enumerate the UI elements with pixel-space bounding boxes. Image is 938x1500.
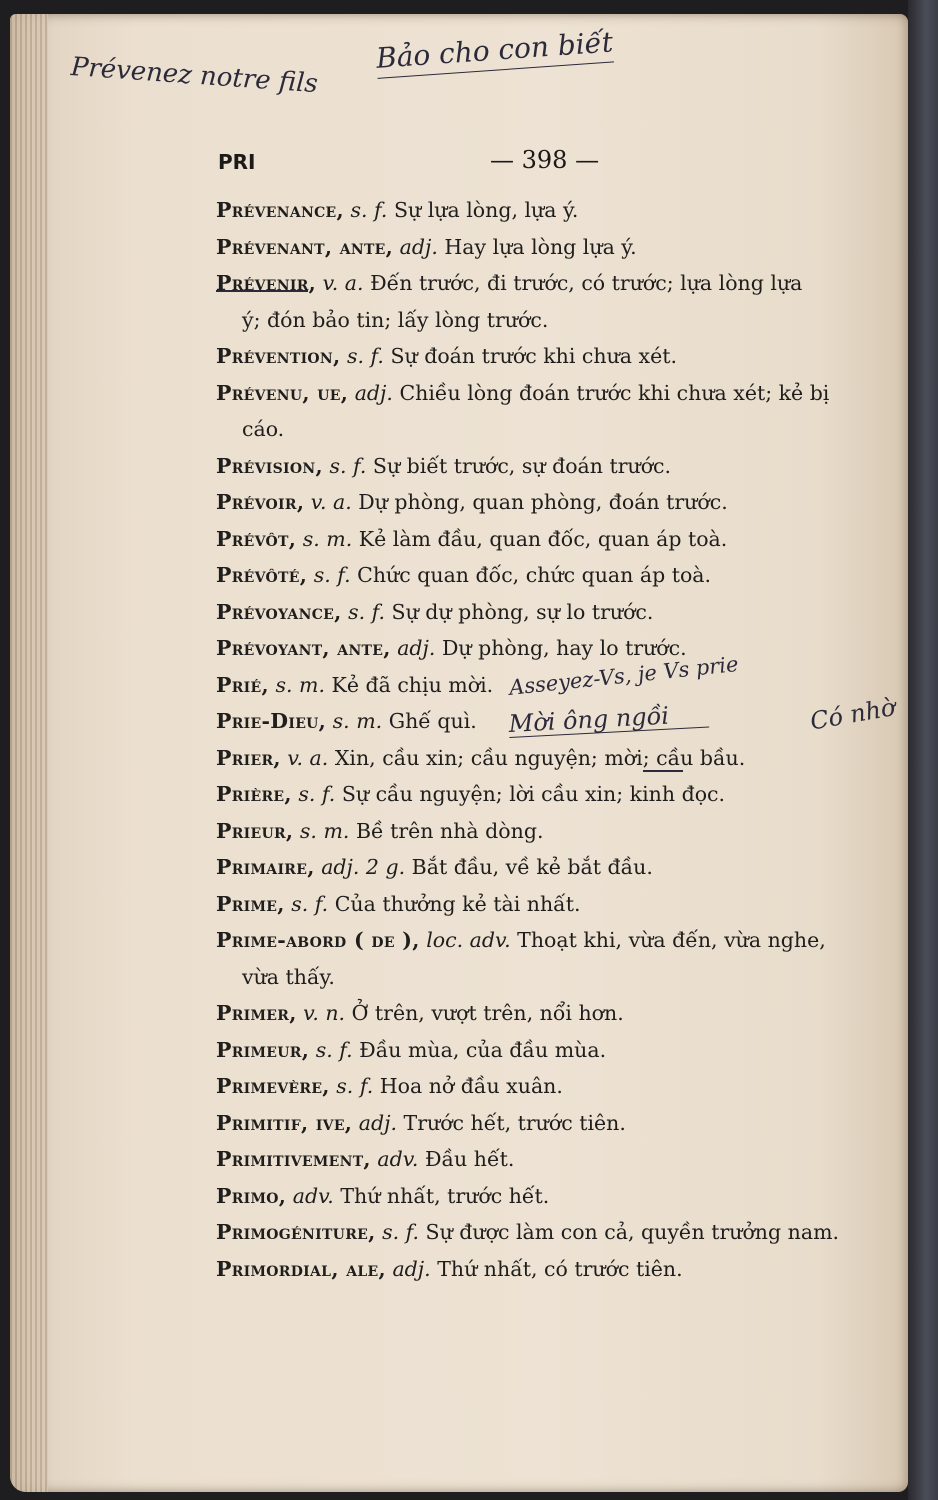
dictionary-entry bbox=[216, 1178, 876, 1215]
entry-headword: Prévision, bbox=[216, 453, 323, 478]
entry-definition: Kẻ đã chịu mời. bbox=[331, 672, 494, 697]
page-stack-edge bbox=[10, 14, 48, 1492]
entry-grammar: adv. bbox=[292, 1183, 334, 1208]
entry-grammar: adj. bbox=[392, 1256, 431, 1281]
entry-headword: Prévoir, bbox=[216, 490, 305, 514]
background-right bbox=[908, 0, 938, 1500]
dictionary-entry bbox=[216, 667, 876, 704]
entry-continuation: ý; đón bảo tin; lấy lòng trước. bbox=[242, 307, 549, 332]
entry-grammar: s. f. bbox=[348, 599, 386, 624]
entry-headword: Primo, bbox=[216, 1183, 287, 1208]
entry-definition: Dự phòng, quan phòng, đoán trước. bbox=[358, 490, 728, 514]
page-number: — 398 — bbox=[490, 146, 600, 174]
entry-grammar: loc. adv. bbox=[426, 928, 511, 952]
entry-grammar: adj. bbox=[399, 234, 438, 259]
entry-grammar: s. f. bbox=[298, 782, 336, 806]
dictionary-entry bbox=[216, 521, 876, 558]
handwritten-note-mid-french: Asseyez-Vs, je Vs prie bbox=[508, 651, 740, 700]
entry-definition: Đầu hết. bbox=[424, 1147, 515, 1171]
entry-definition: Chiều lòng đoán trước khi chưa xét; kẻ bị bbox=[399, 380, 830, 405]
entry-definition: Dự phòng, hay lo trước. bbox=[441, 636, 687, 660]
dictionary-entry bbox=[216, 557, 876, 594]
entry-grammar: s. m. bbox=[299, 818, 350, 843]
entry-headword: Prime, bbox=[216, 891, 285, 916]
entry-definition: Ở trên, vượt trên, nổi hơn. bbox=[351, 1001, 624, 1025]
dictionary-entry bbox=[216, 886, 876, 923]
dictionary-entry bbox=[216, 594, 876, 631]
entry-definition: Thứ nhất, trước hết. bbox=[340, 1183, 550, 1208]
entry-grammar: v. a. bbox=[287, 745, 329, 770]
entry-grammar: adj. 2 g. bbox=[321, 855, 406, 879]
entry-grammar: adv. bbox=[377, 1147, 419, 1171]
entry-continuation: cáo. bbox=[242, 417, 285, 441]
dictionary-entry bbox=[216, 192, 876, 229]
entry-headword: Primeur, bbox=[216, 1037, 310, 1062]
entry-headword: Prévoyant, ante, bbox=[216, 636, 391, 660]
entry-grammar: s. m. bbox=[275, 672, 325, 697]
dictionary-entry bbox=[216, 265, 876, 302]
dictionary-entry bbox=[216, 484, 876, 521]
entry-headword: Primogéniture, bbox=[216, 1220, 376, 1244]
dictionary-entry bbox=[216, 1141, 876, 1178]
dictionary-entry bbox=[216, 995, 876, 1032]
entry-grammar: v. n. bbox=[303, 1001, 346, 1025]
entry-headword: Prévôt, bbox=[216, 526, 297, 551]
entry-definition: Của thưởng kẻ tài nhất. bbox=[334, 891, 581, 916]
entry-grammar: s. f. bbox=[336, 1074, 374, 1098]
dictionary-entry bbox=[216, 922, 876, 959]
entry-grammar: adj. bbox=[358, 1110, 397, 1135]
entry-grammar: s. f. bbox=[382, 1220, 420, 1244]
entry-definition: Đến trước, đi trước, có trước; lựa lòng lựa bbox=[370, 271, 803, 295]
entry-headword: Primevère, bbox=[216, 1074, 330, 1098]
entry-headword: Primitif, ive, bbox=[216, 1110, 353, 1135]
entry-definition: Kẻ làm đầu, quan đốc, quan áp toà. bbox=[358, 526, 728, 551]
handwritten-note-top-french: Prévenez notre fils bbox=[69, 52, 319, 100]
dictionary-entry bbox=[216, 375, 876, 412]
dictionary-entry bbox=[216, 703, 876, 740]
entry-headword: Primordial, ale, bbox=[216, 1256, 386, 1281]
header-key-word: PRI bbox=[218, 150, 256, 174]
entry-definition: Sự dự phòng, sự lo trước. bbox=[391, 599, 654, 624]
entry-headword: Prévenance, bbox=[216, 198, 344, 222]
entry-grammar: s. f. bbox=[313, 563, 351, 587]
entry-headword: Prime-abord ( de ), bbox=[216, 928, 420, 952]
entry-definition: Đầu mùa, của đầu mùa. bbox=[359, 1037, 607, 1062]
dictionary-entry bbox=[216, 776, 876, 813]
entry-grammar: s. m. bbox=[302, 526, 353, 551]
entry-continuation: vừa thấy. bbox=[242, 964, 335, 989]
entry-headword: Primer, bbox=[216, 1001, 297, 1025]
entry-definition: Bắt đầu, về kẻ bắt đầu. bbox=[411, 855, 653, 879]
entry-definition: Hoa nở đầu xuân. bbox=[379, 1074, 563, 1098]
entry-headword: Prévenir, bbox=[216, 271, 317, 295]
dictionary-entry bbox=[216, 1068, 876, 1105]
pen-underline-prevenir bbox=[216, 290, 308, 292]
handwritten-note-top-vietnamese: Bảo cho con biết bbox=[375, 25, 615, 75]
entry-definition: Sự cầu nguyện; lời cầu xin; kinh đọc. bbox=[341, 782, 726, 806]
entry-definition: Sự đoán trước khi chưa xét. bbox=[390, 344, 677, 368]
entry-grammar: s. f. bbox=[315, 1037, 353, 1062]
entry-headword: Prieur, bbox=[216, 818, 294, 843]
dictionary-entry bbox=[216, 740, 876, 777]
dictionary-entry bbox=[216, 813, 876, 850]
entry-definition: Sự lựa lòng, lựa ý. bbox=[393, 198, 579, 222]
dictionary-entry bbox=[216, 229, 876, 266]
dictionary-entry bbox=[216, 1214, 876, 1251]
entry-headword: Prévoyance, bbox=[216, 599, 342, 624]
handwritten-note-side: Có nhờ bbox=[808, 693, 898, 736]
entry-grammar: v. a. bbox=[310, 490, 352, 514]
dictionary-entry bbox=[216, 630, 876, 667]
entry-definition: Sự biết trước, sự đoán trước. bbox=[372, 453, 672, 478]
dictionary-entry bbox=[216, 1105, 876, 1142]
entry-definition: Sự được làm con cả, quyền trưởng nam. bbox=[425, 1220, 840, 1244]
page-header bbox=[0, 146, 938, 176]
entry-headword: Prier, bbox=[216, 745, 281, 770]
entry-grammar: v. a. bbox=[322, 271, 364, 295]
entry-definition: Hay lựa lòng lựa ý. bbox=[444, 234, 637, 259]
entry-headword: Prévôté, bbox=[216, 563, 308, 587]
entry-grammar: s. f. bbox=[329, 453, 367, 478]
dictionary-entry bbox=[216, 1032, 876, 1069]
entry-definition: Chức quan đốc, chức quan áp toà. bbox=[357, 563, 712, 587]
entry-definition: Bề trên nhà dòng. bbox=[355, 818, 544, 843]
entry-headword: Prévenu, ue, bbox=[216, 380, 349, 405]
dictionary-entry bbox=[216, 448, 876, 485]
entry-definition: Xin, cầu xin; cầu nguyện; mời; cầu bầu. bbox=[334, 745, 746, 770]
dictionary-entries bbox=[216, 192, 876, 1287]
entry-grammar: s. f. bbox=[346, 344, 384, 368]
entry-headword: Prière, bbox=[216, 782, 292, 806]
entry-headword: Primitivement, bbox=[216, 1147, 371, 1171]
entry-grammar: s. f. bbox=[291, 891, 329, 916]
entry-headword: Prévenant, ante, bbox=[216, 234, 394, 259]
entry-grammar: adj. bbox=[397, 636, 436, 660]
entry-headword: Prié, bbox=[216, 672, 269, 697]
entry-grammar: s. f. bbox=[350, 198, 388, 222]
entry-headword: Prévention, bbox=[216, 344, 341, 368]
dictionary-entry bbox=[216, 338, 876, 375]
entry-grammar: s. m. bbox=[332, 709, 383, 733]
entry-definition: Ghế quì. bbox=[388, 709, 477, 733]
handwritten-note-mid-vietnamese: Mời ông ngồi bbox=[508, 701, 670, 738]
dictionary-entry bbox=[216, 1251, 876, 1288]
dictionary-entry bbox=[216, 849, 876, 886]
pen-underline-moi bbox=[643, 770, 683, 772]
entry-headword: Prie-Dieu, bbox=[216, 709, 327, 733]
entry-definition: Trước hết, trước tiên. bbox=[403, 1110, 626, 1135]
entry-grammar: adj. bbox=[354, 380, 393, 405]
entry-definition: Thoạt khi, vừa đến, vừa nghe, bbox=[517, 928, 826, 952]
entry-definition: Thứ nhất, có trước tiên. bbox=[437, 1256, 683, 1281]
entry-headword: Primaire, bbox=[216, 855, 315, 879]
